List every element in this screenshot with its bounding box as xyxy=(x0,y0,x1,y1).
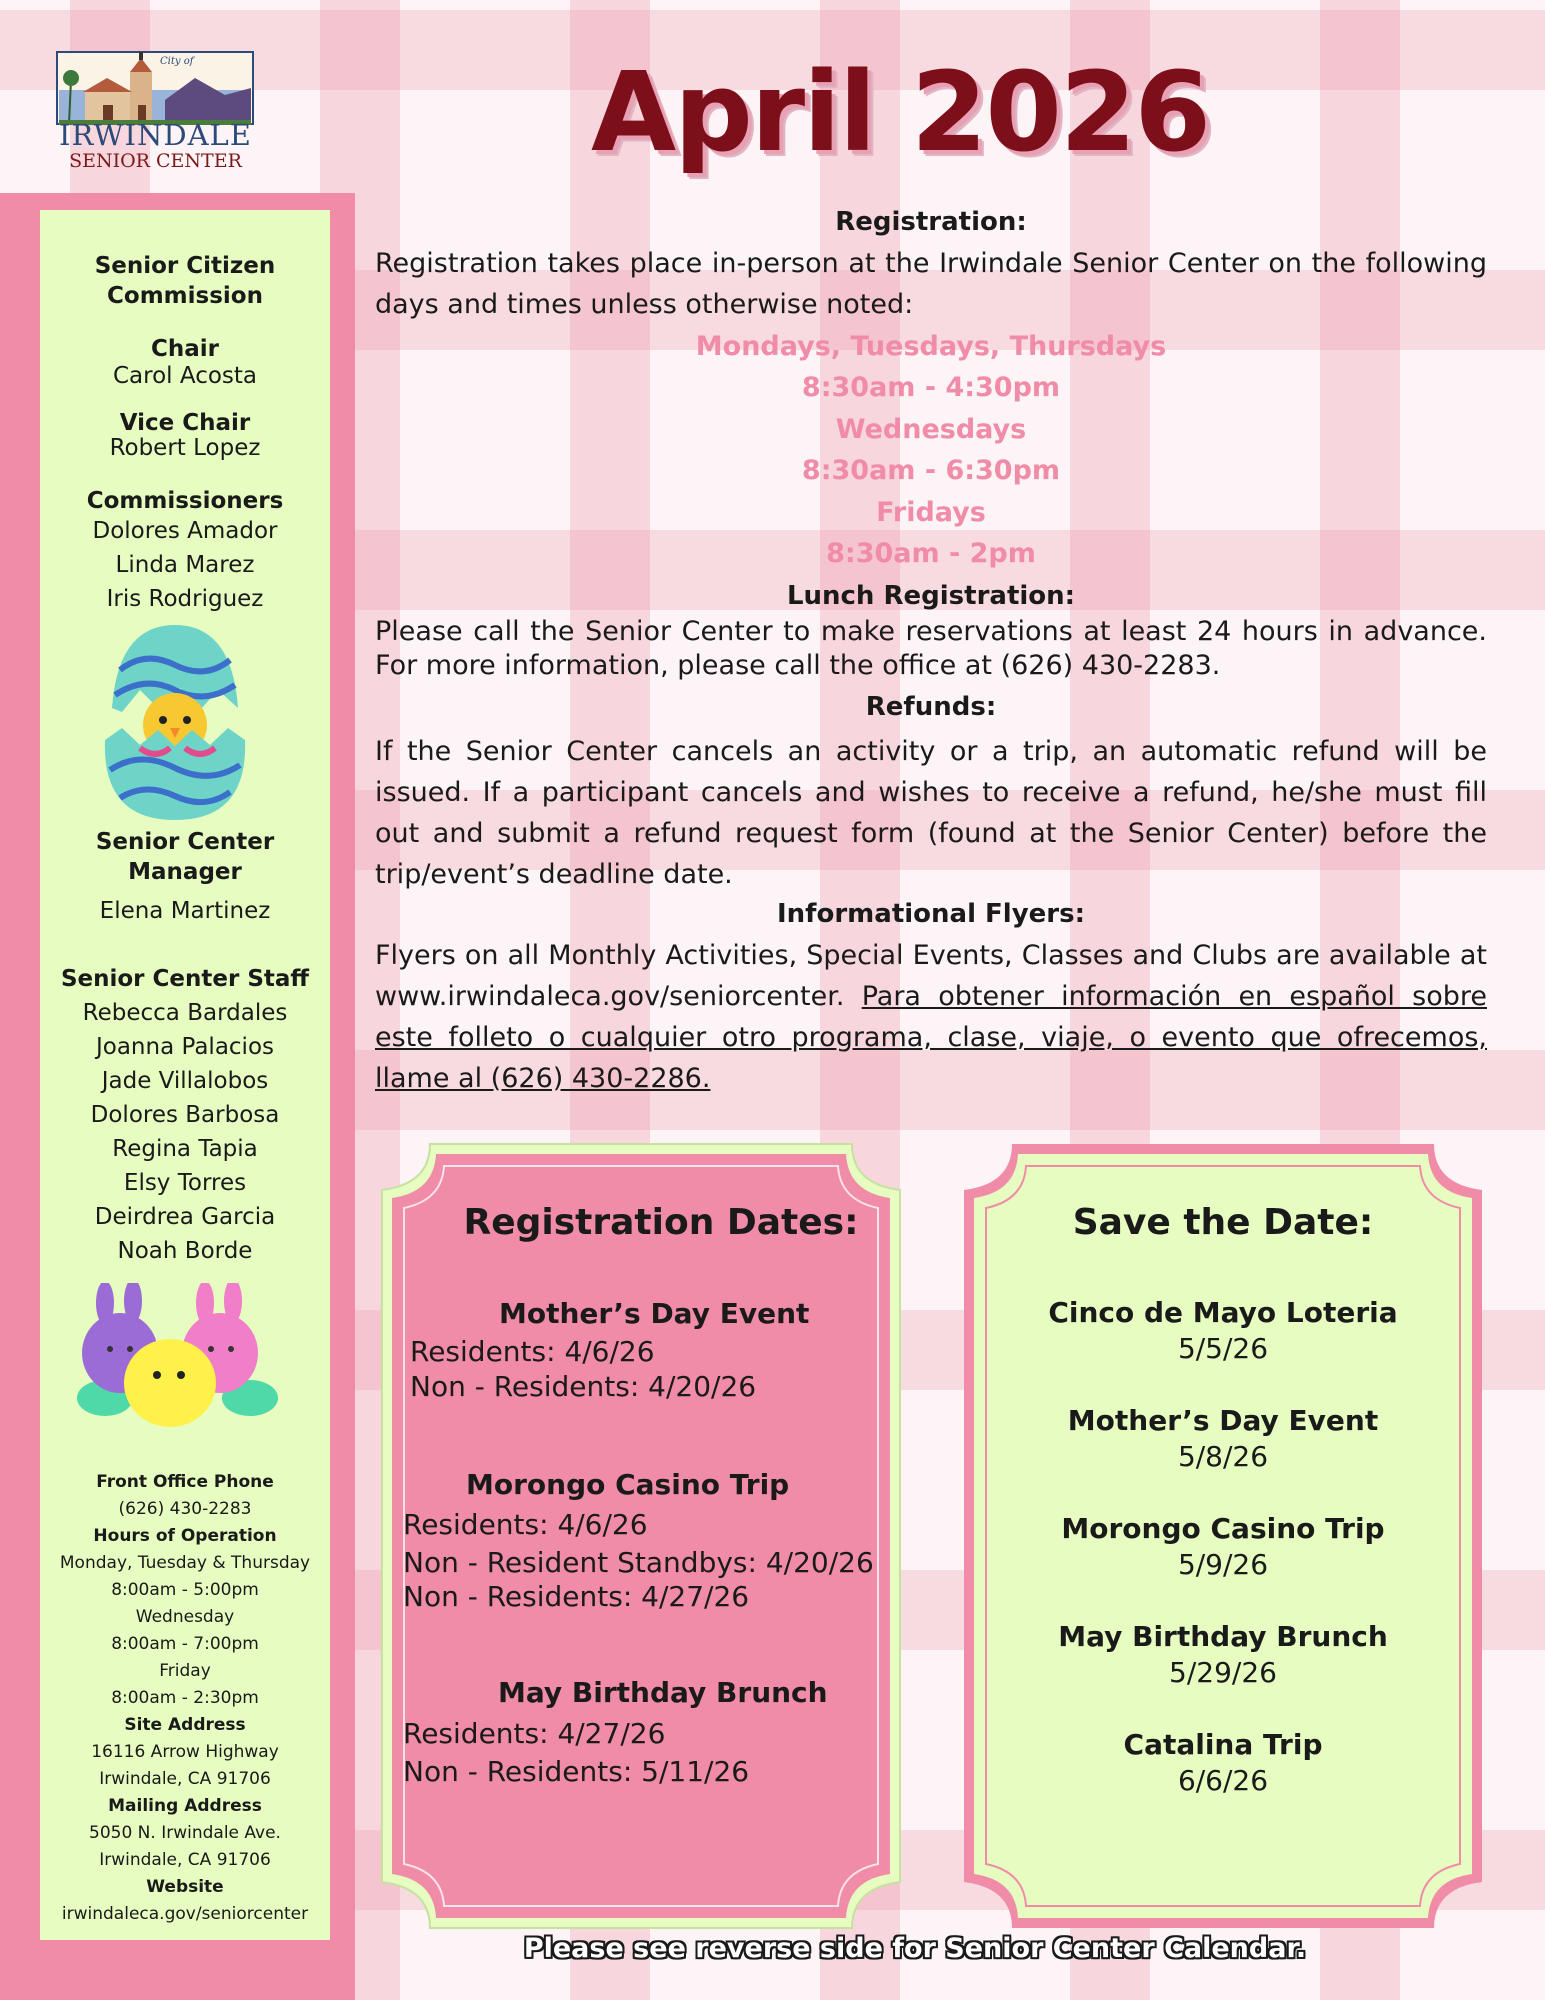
hours-line: Friday xyxy=(159,1661,211,1681)
staff-label: Senior Center Staff xyxy=(60,966,310,992)
save-date-item xyxy=(962,1619,1484,1691)
chair-name: Carol Acosta xyxy=(112,363,258,389)
staff-name: Regina Tapia xyxy=(112,1136,258,1162)
website-label: Website xyxy=(146,1877,224,1897)
footer-note: Please see reverse side for Senior Center Calendar. xyxy=(523,1933,1307,1964)
reg-event-name: Morongo Casino Trip xyxy=(466,1468,790,1501)
hours-line: 8:00am - 2:30pm xyxy=(111,1688,259,1708)
hours-label: Hours of Operation xyxy=(93,1526,277,1546)
registration-heading: Registration: xyxy=(835,207,1027,237)
lunch-heading: Lunch Registration: xyxy=(786,581,1076,611)
save-date-date: 6/6/26 xyxy=(1177,1764,1269,1797)
commissioner-name: Linda Marez xyxy=(115,552,255,578)
save-date-name: May Birthday Brunch xyxy=(1058,1620,1388,1653)
refunds-heading: Refunds: xyxy=(865,692,997,722)
manager-name: Elena Martinez xyxy=(99,898,271,924)
schedule-line: Mondays, Tuesdays, Thursdays xyxy=(695,331,1167,362)
mailing-line: 5050 N. Irwindale Ave. xyxy=(89,1823,281,1843)
reg-event-name: Mother’s Day Event xyxy=(499,1297,810,1330)
reg-event-line: Non - Residents: 5/11/26 xyxy=(403,1755,750,1788)
easter-bunnies-image xyxy=(75,1283,280,1433)
save-date-item xyxy=(962,1511,1484,1583)
save-date-item xyxy=(962,1403,1484,1475)
save-date-date: 5/5/26 xyxy=(1177,1332,1269,1365)
commission-heading: Senior Citizen Commission xyxy=(94,253,276,309)
registration-dates-title: Registration Dates: xyxy=(463,1202,859,1243)
staff-name: Elsy Torres xyxy=(123,1170,247,1196)
reg-event-line: Non - Residents: 4/20/26 xyxy=(410,1370,757,1403)
save-date-date: 5/9/26 xyxy=(1177,1548,1269,1581)
manager-label: Senior Center Manager xyxy=(95,829,275,885)
website-link[interactable]: irwindaleca.gov/seniorcenter xyxy=(61,1904,309,1924)
lunch-text: Please call the Senior Center to make reservations at least 24 hours in advance. For more information, please call the office at (626) 430-2283. xyxy=(375,616,1487,681)
schedule-line: Fridays xyxy=(876,497,986,528)
logo-name: IRWINDALE xyxy=(59,118,252,152)
site-line: 16116 Arrow Highway xyxy=(91,1742,279,1762)
registration-text: Registration takes place in-person at the Irwindale Senior Center on the following days and times unless otherwise noted: xyxy=(375,248,1487,320)
commissioners-label: Commissioners xyxy=(86,488,284,514)
reg-event-line: Non - Residents: 4/27/26 xyxy=(403,1580,750,1613)
save-date-name: Mother’s Day Event xyxy=(1067,1404,1379,1437)
staff-name: Jade Villalobos xyxy=(101,1068,269,1094)
logo-subtitle: SENIOR CENTER xyxy=(69,150,242,172)
reg-event-line: Residents: 4/27/26 xyxy=(403,1717,666,1750)
staff-name: Deirdrea Garcia xyxy=(94,1204,276,1230)
hours-line: 8:00am - 5:00pm xyxy=(111,1580,259,1600)
save-date-name: Catalina Trip xyxy=(1123,1728,1323,1761)
page-title: April 2026 xyxy=(591,48,1209,176)
vice-chair-label: Vice Chair xyxy=(119,410,251,436)
hours-line: Monday, Tuesday & Thursday xyxy=(59,1553,311,1573)
staff-name: Rebecca Bardales xyxy=(82,1000,288,1026)
logo-city-of: City of xyxy=(160,56,194,67)
site-label: Site Address xyxy=(124,1715,246,1735)
schedule-line: 8:30am - 2pm xyxy=(826,538,1036,569)
save-the-date-title: Save the Date: xyxy=(1072,1202,1374,1243)
schedule-line: 8:30am - 4:30pm xyxy=(801,372,1061,403)
registration-dates-box xyxy=(380,1142,902,1930)
hours-line: 8:00am - 7:00pm xyxy=(111,1634,259,1654)
save-the-date-box xyxy=(962,1142,1484,1930)
staff-name: Dolores Barbosa xyxy=(90,1102,280,1128)
flyers-paragraph xyxy=(375,935,1487,1099)
phone-label: Front Office Phone xyxy=(96,1472,274,1492)
save-date-date: 5/8/26 xyxy=(1177,1440,1269,1473)
phone-number: (626) 430-2283 xyxy=(118,1499,252,1519)
flyers-text: Flyers on all Monthly Activities, Special Events, Classes and Clubs are available at www.irwindaleca.gov/seniorcenter. xyxy=(375,940,1487,1012)
site-line: Irwindale, CA 91706 xyxy=(99,1769,271,1789)
chair-label: Chair xyxy=(150,336,219,362)
reg-event-line: Residents: 4/6/26 xyxy=(410,1335,655,1368)
reg-event-line: Residents: 4/6/26 xyxy=(403,1508,648,1541)
reg-event-name: May Birthday Brunch xyxy=(498,1676,828,1709)
commissioner-name: Iris Rodriguez xyxy=(106,586,264,612)
staff-name: Joanna Palacios xyxy=(95,1034,274,1060)
spanish-info-text: Para obtener información en español sobre este folleto o cualquier otro programa, clase, viaje, o evento que ofrecemos, llame al (626) 430-2286. xyxy=(375,981,1487,1094)
vice-chair-name: Robert Lopez xyxy=(109,435,261,461)
staff-name: Noah Borde xyxy=(117,1238,253,1264)
refunds-text: If the Senior Center cancels an activity or a trip, an automatic refund will be issued. If a participant cancels and wishes to receive a refund, he/she must fill out and submit a refund request form (found at the Senior Center) before the trip/event’s deadline date. xyxy=(375,736,1487,890)
hours-line: Wednesday xyxy=(135,1607,235,1627)
save-date-name: Cinco de Mayo Loteria xyxy=(1048,1296,1398,1329)
save-date-name: Morongo Casino Trip xyxy=(1061,1512,1385,1545)
schedule-line: Wednesdays xyxy=(835,414,1027,445)
save-date-date: 5/29/26 xyxy=(1169,1656,1277,1689)
save-date-item xyxy=(962,1727,1484,1799)
hatching-chick-image xyxy=(100,620,250,825)
mailing-label: Mailing Address xyxy=(108,1796,262,1816)
save-date-item xyxy=(962,1295,1484,1367)
schedule-line: 8:30am - 6:30pm xyxy=(801,455,1061,486)
commissioner-name: Dolores Amador xyxy=(92,518,278,544)
mailing-line: Irwindale, CA 91706 xyxy=(99,1850,271,1870)
flyers-heading: Informational Flyers: xyxy=(777,899,1085,929)
reg-event-line: Non - Resident Standbys: 4/20/26 xyxy=(403,1546,874,1579)
